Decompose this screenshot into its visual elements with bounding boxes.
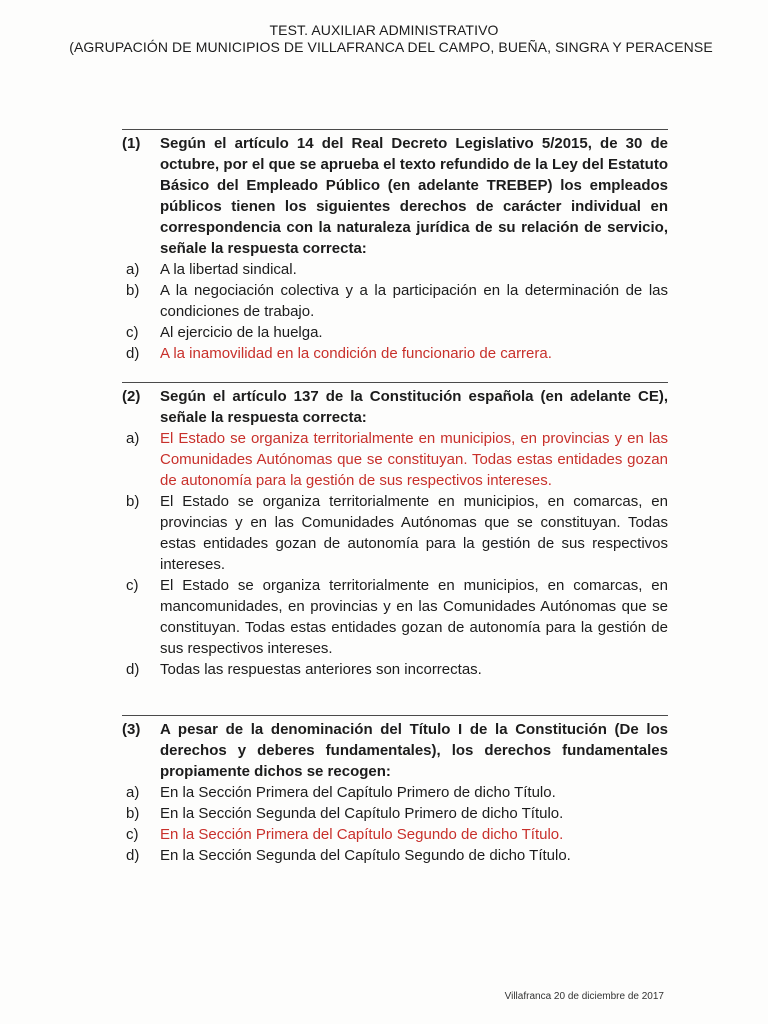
question-text: Según el artículo 137 de la Constitución española (en adelante CE), señale la respuesta correcta: [160,388,668,426]
option-letter: a) [126,784,140,801]
option-letter: b) [126,493,140,510]
header-title: TEST. AUXILIAR ADMINISTRATIVO [269,22,499,38]
answer-option [126,659,668,680]
answer-option-correct [126,343,668,364]
option-text: El Estado se organiza territorialmente en municipios, en comarcas, en provincias y en las Comunidades Autónomas que se constituyan. Todas estas entidades gozan de autonomía para la gestión de sus respectivos intereses. [160,493,668,573]
answer-option [126,782,668,803]
answer-option [126,280,668,322]
question-stem [122,133,668,259]
answer-option-correct [126,824,668,845]
answer-option [126,259,668,280]
question-text: A pesar de la denominación del Título I de la Constitución (De los derechos y deberes fundamentales), los derechos fundamentales propiamente dichos se recogen: [160,721,668,780]
document-header [0,22,768,56]
question-number: (3) [122,721,141,738]
question-stem [122,719,668,782]
question-stem [122,386,668,428]
option-text: Todas las respuestas anteriores son incorrectas. [160,661,482,678]
option-letter: c) [126,577,139,594]
question-1 [122,129,668,364]
option-text: A la negociación colectiva y a la participación en la determinación de las condiciones de trabajo. [160,282,668,320]
option-text: En la Sección Segunda del Capítulo Segundo de dicho Título. [160,847,571,864]
answer-option-correct [126,428,668,491]
answer-option [126,491,668,575]
question-3 [122,715,668,866]
option-letter: c) [126,826,139,843]
option-text: En la Sección Segunda del Capítulo Primero de dicho Título. [160,805,564,822]
option-letter: b) [126,282,140,299]
question-text: Según el artículo 14 del Real Decreto Legislativo 5/2015, de 30 de octubre, por el que se aprueba el texto refundido de la Ley del Estatuto Básico del Empleado Público (en adelante TREBEP) los empleados públicos tienen los siguientes derechos de carácter individual en correspondencia con la naturaleza jurídica de su relación de servicio, señale la respuesta correcta: [160,135,668,257]
option-letter: a) [126,261,140,278]
option-text: Al ejercicio de la huelga. [160,324,323,341]
footer-date: Villafranca 20 de diciembre de 2017 [504,991,664,1002]
option-letter: c) [126,324,139,341]
answer-option [126,803,668,824]
answer-option [126,322,668,343]
option-letter: d) [126,847,140,864]
option-text: El Estado se organiza territorialmente en municipios, en provincias y en las Comunidades Autónomas que se constituyan. Todas estas entidades gozan de autonomía para la gestión de sus respectivos intereses. [160,430,668,489]
option-text: El Estado se organiza territorialmente en municipios, en comarcas, en mancomunidades, en provincias y en las Comunidades Autónomas que se constituyan. Todas estas entidades gozan de autonomía para la gestión de sus respectivos intereses. [160,577,668,657]
answer-option [126,845,668,866]
option-text: A la inamovilidad en la condición de funcionario de carrera. [160,345,552,362]
option-text: En la Sección Primera del Capítulo Primero de dicho Título. [160,784,556,801]
question-number: (1) [122,135,141,152]
question-number: (2) [122,388,141,405]
answer-option [126,575,668,659]
header-subtitle: (AGRUPACIÓN DE MUNICIPIOS DE VILLAFRANCA DEL CAMPO, BUEÑA, SINGRA Y PERACENSE [69,39,713,55]
question-divider [122,129,668,130]
option-letter: d) [126,661,140,678]
question-2 [122,382,668,680]
option-letter: b) [126,805,140,822]
option-text: A la libertad sindical. [160,261,297,278]
option-text: En la Sección Primera del Capítulo Segundo de dicho Título. [160,826,564,843]
question-divider [122,382,668,383]
option-letter: d) [126,345,140,362]
option-letter: a) [126,430,140,447]
question-divider [122,715,668,716]
